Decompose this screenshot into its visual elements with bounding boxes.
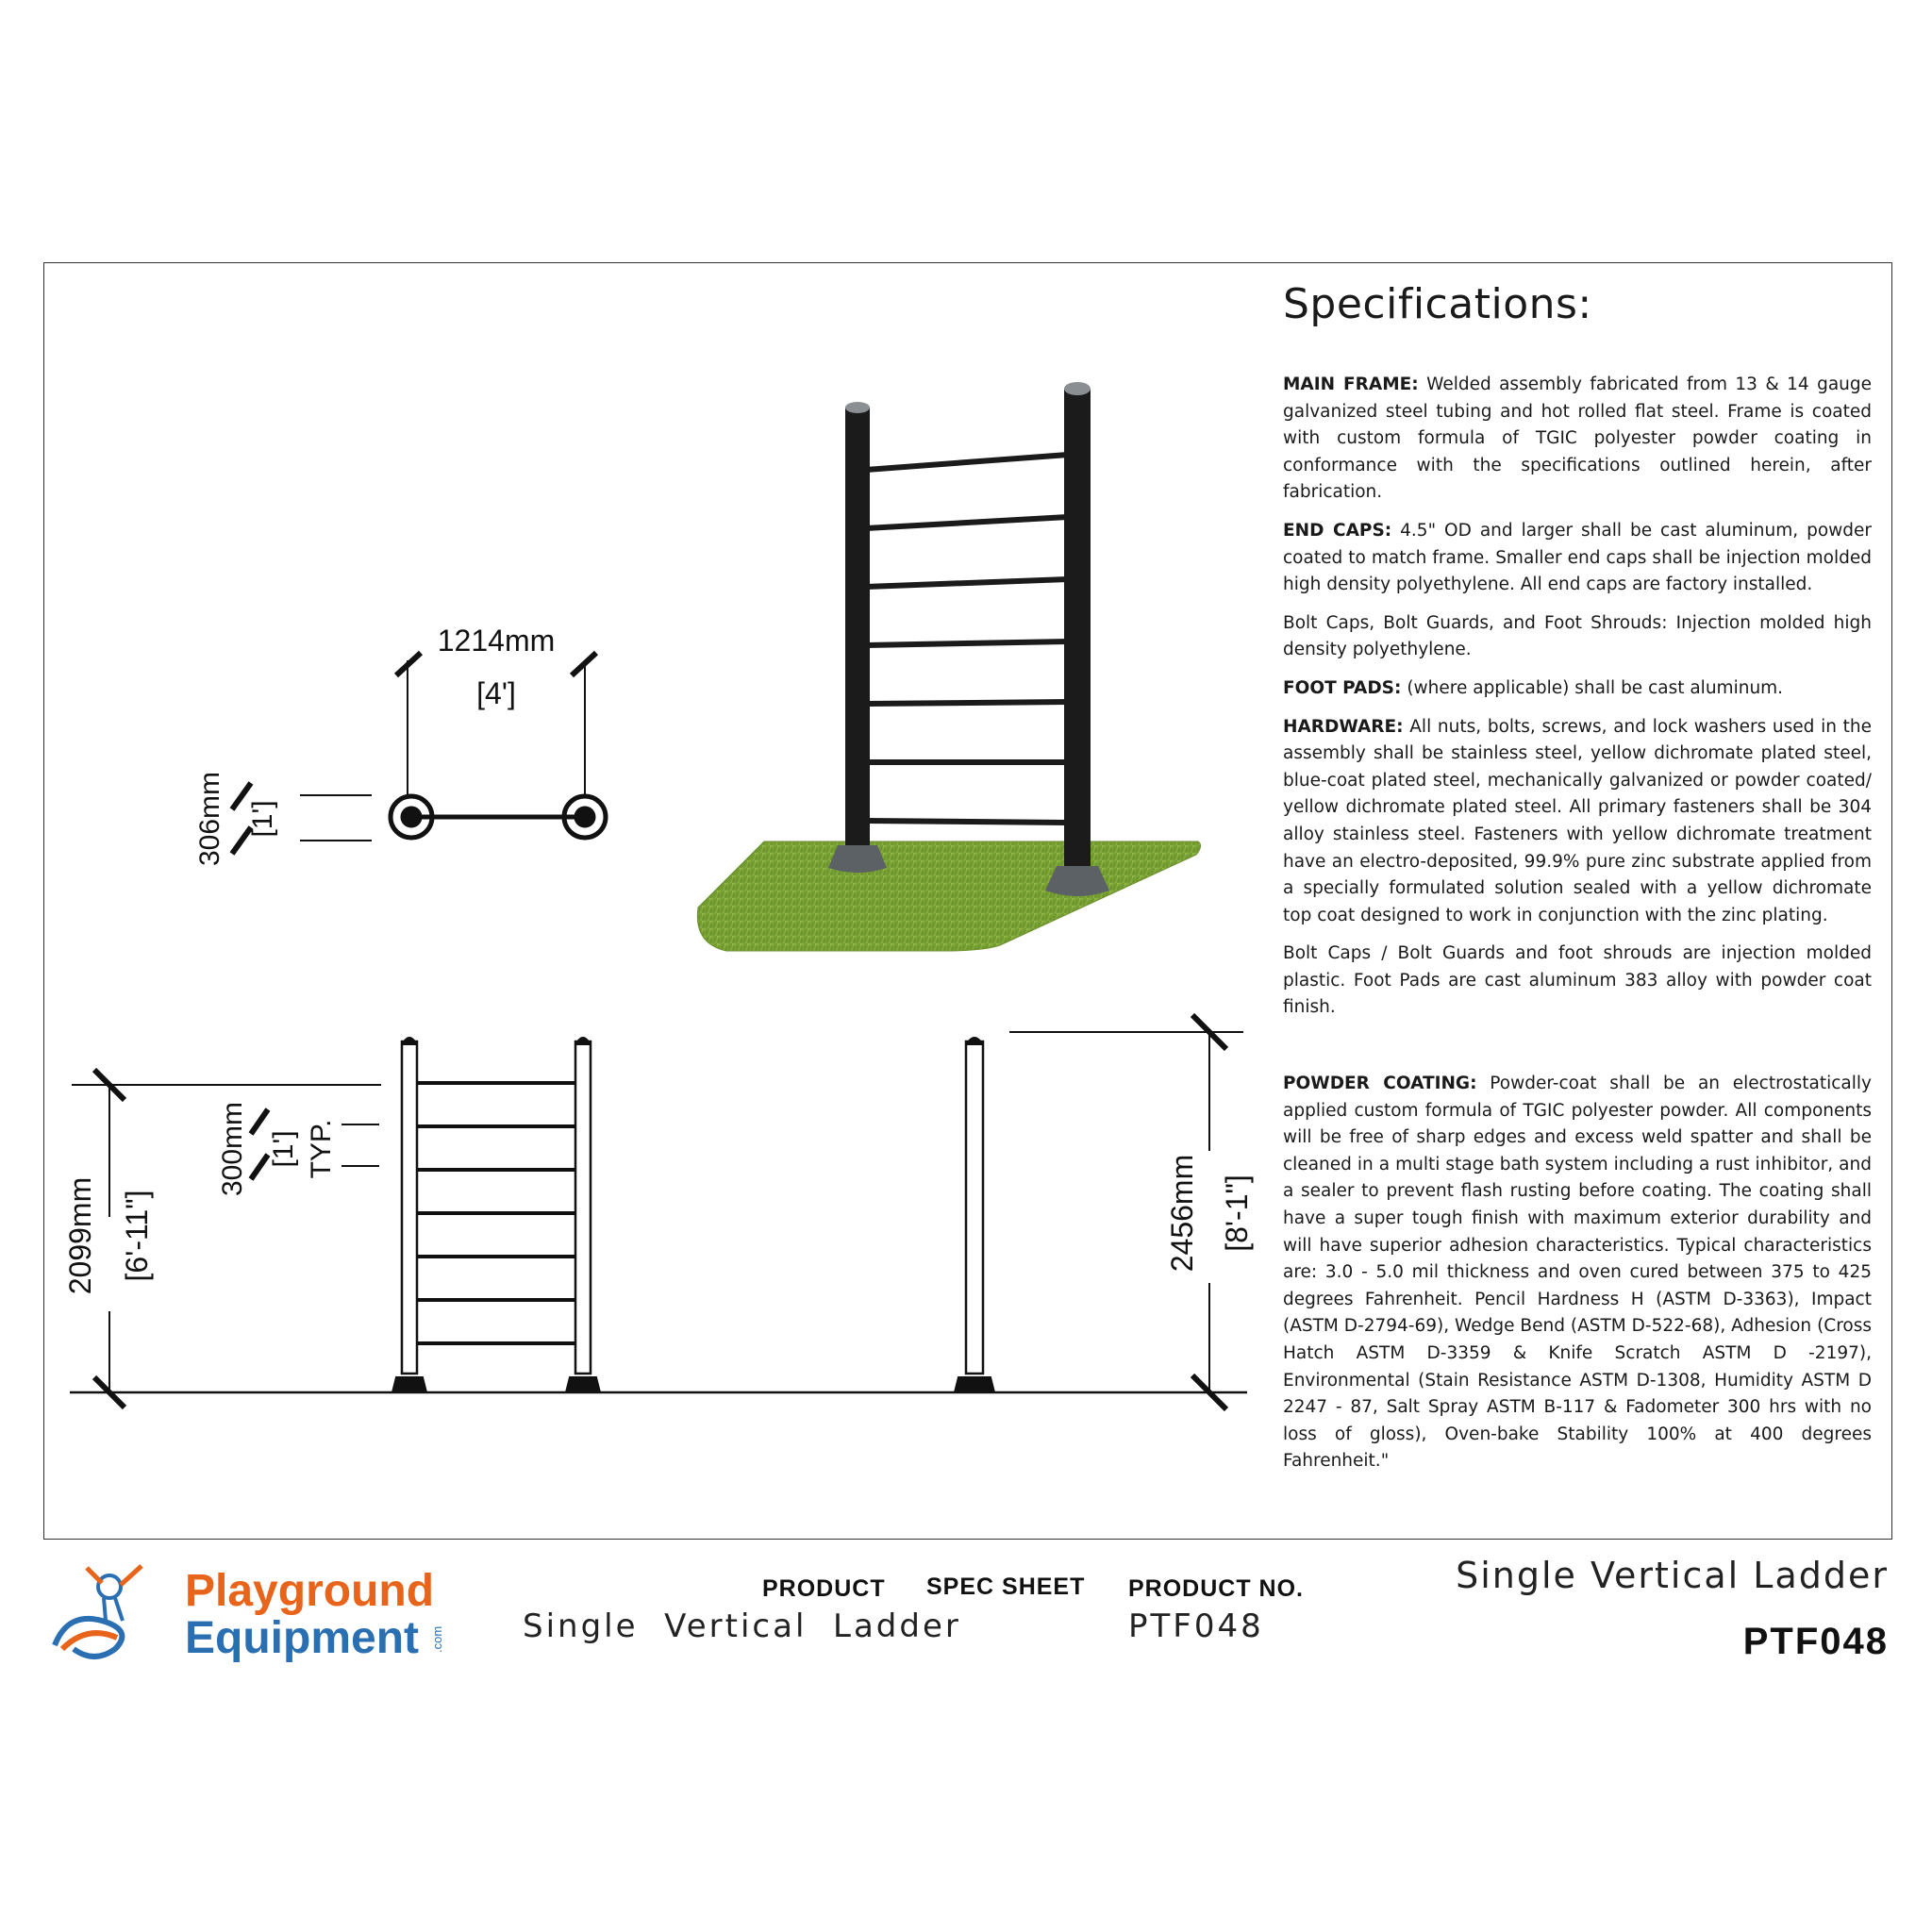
front-elevation [70, 1038, 1247, 1407]
depth-ft-label: [1'] [247, 800, 278, 838]
product-value: Single Vertical Ladder [523, 1607, 961, 1645]
grass-pad [697, 841, 1200, 951]
hardware-label: HARDWARE: [1283, 716, 1404, 737]
end-caps-label: END CAPS: [1283, 520, 1392, 541]
right-foot-shroud-3d [1045, 866, 1109, 896]
right-end-cap-3d [1064, 382, 1091, 395]
product-title: Single Vertical Ladder [1456, 1555, 1889, 1596]
width-mm-label: 1214mm [437, 624, 556, 658]
height-ft-label: [6'-11"] [120, 1190, 154, 1282]
main-frame-label: MAIN FRAME: [1283, 375, 1419, 394]
foot-pads-text: (where applicable) shall be cast aluminum. [1407, 677, 1784, 698]
rung-mm-label: 300mm [217, 1101, 248, 1197]
spec-main-frame [1283, 372, 1872, 507]
height-mm-label: 2099mm [63, 1176, 97, 1295]
spec-powder-coating [1283, 1071, 1872, 1475]
product-label: PRODUCT [762, 1575, 886, 1602]
plan-view [232, 653, 606, 854]
depth-mm-label: 306mm [194, 771, 225, 867]
left-post-3d [845, 408, 870, 858]
rung-ft-label: [1'] [268, 1130, 299, 1168]
left-end-cap-3d [845, 402, 870, 413]
product-no-label: PRODUCT NO. [1128, 1575, 1304, 1602]
overall-mm-label: 2456mm [1165, 1154, 1199, 1273]
foot-pads-label: FOOT PADS: [1283, 677, 1402, 698]
right-post-3d [1064, 389, 1091, 881]
ladder-3d-render [697, 382, 1200, 951]
hardware-text: All nuts, bolts, screws, and lock washers used in the assembly shall be stainless steel, yellow dichromate plated steel, blue-coat plated steel, mechanically galvanized or powder coated/ yellow dichromate plated steel. All primary fasteners shall be 304 alloy stainless steel. Fasteners with yellow dichromate treatment have an electro-deposited, 99.9% pure zinc substrate applied from a specially formulated solution sealed with a yellow dichromate top coat designed to work in conjunction with the zinc plating. [1283, 716, 1872, 925]
specifications-panel [1283, 279, 1872, 1487]
spec-foot-pads [1283, 675, 1872, 703]
left-foot-shroud-3d [828, 845, 887, 873]
main-frame-text: Welded assembly fabricated from 13 & 14 gauge galvanized steel tubing and hot rolled flat steel. Frame is coated with custom formula of TGIC polyester powder coating in conformance with the specifications outlined herein, after fabrication. [1283, 375, 1873, 503]
side-elevation [955, 1015, 1243, 1409]
width-ft-label: [4'] [476, 676, 516, 710]
overall-ft-label: [8'-1"] [1220, 1174, 1254, 1252]
logo-text-equipment: Equipment [185, 1613, 419, 1663]
ladder-rungs-3d [866, 455, 1068, 823]
rung-typ-label: TYP. [306, 1119, 337, 1179]
spec-bolt-caps: Bolt Caps, Bolt Guards, and Foot Shrouds: Injection molded high density polyethylene. [1283, 612, 1872, 660]
logo-mascot-icon [55, 1566, 142, 1657]
end-caps-text: 4.5" OD and larger shall be cast aluminum, powder coated to match frame. Smaller end caps shall be injection molded high density polyethylene. All end caps are factory installed. [1283, 520, 1873, 595]
footer [0, 1547, 1932, 1670]
powder-coating-label: POWDER COATING: [1283, 1074, 1477, 1094]
product-no-value: PTF048 [1128, 1607, 1264, 1645]
powder-coating-text: Powder-coat shall be an electrostatically applied custom formula of TGIC polyester powder. All components will be free of sharp edges and excess weld spatter and shall be cleaned in a multi stage bath system including a rust inhibitor, and a sealer to prevent flash rusting before coating. The coating shall have a super tough finish with maximum exterior durability and will have superior adhesion characteristics. Typical characteristics are: 3.0 - 5.0 mil thickness and oven cured between 375 to 425 degrees Fahrenheit. Pencil Hardness H (ASTM D-3363), Impact (ASTM D-2794-69), Wedge Bend (ASTM D-522-68), Adhesion (Cross Hatch ASTM D-3359 & Knife Scratch ASTM D -2197), Environmental (Stain Resistance ASTM D-1308, Humidity ASTM D 2247 - 87, Salt Spray ASTM B-117 & Fadometer 300 hrs with no loss of gloss), Oven-bake Stability 100% at 400 degrees Fahrenheit." [1283, 1074, 1872, 1472]
product-number: PTF048 [1742, 1621, 1889, 1662]
spec-sheet-label: SPEC SHEET [926, 1574, 1086, 1600]
front-rungs [417, 1083, 575, 1343]
logo-text-playground: Playground [185, 1566, 435, 1616]
playground-equipment-logo[interactable] [49, 1555, 455, 1664]
spec-end-caps [1283, 518, 1872, 599]
spec-bolt-guards: Bolt Caps / Bolt Guards and foot shrouds are injection molded plastic. Foot Pads are cast aluminum 383 alloy with powder coat finish. [1283, 943, 1872, 1018]
logo-text-com: .com [430, 1625, 444, 1653]
specifications-title: Specifications: [1283, 280, 1592, 328]
spec-hardware [1283, 714, 1872, 930]
